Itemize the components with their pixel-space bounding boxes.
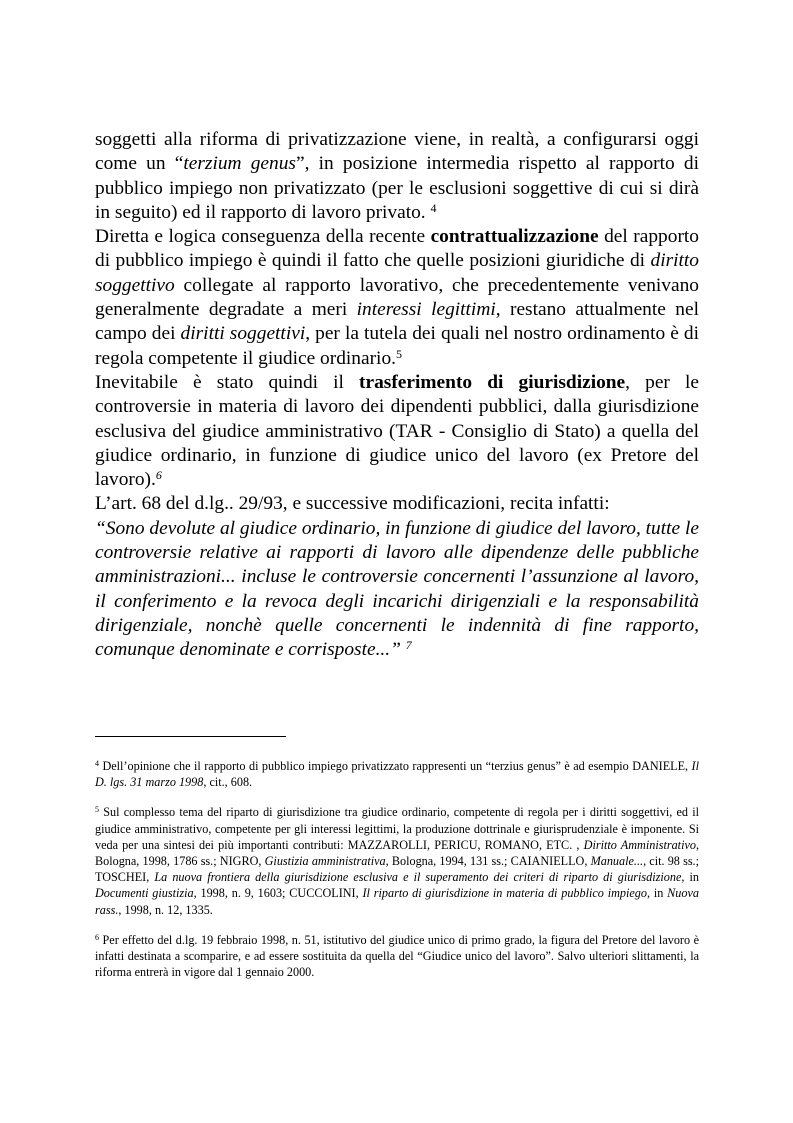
quote-art68: [95, 517, 699, 663]
text-run: Inevitabile è stato quindi il: [95, 371, 360, 393]
bold-term: trasferimento di giurisdizione: [359, 371, 626, 393]
bold-term: contrattualizzazione: [430, 226, 599, 248]
text-run: , 1998, n. 9, 1603; CUCCOLINI,: [193, 886, 363, 901]
paragraph-privatizzazione: [95, 128, 699, 225]
text-run: collegate al rapporto lavorativo, che precedentemente venivano generalmente degradate a meri: [95, 274, 699, 321]
italic-title: Il D. lgs. 31 marzo 1998: [95, 759, 699, 790]
text-run: , Bologna, 1994, 131 ss.; CAIANIELLO,: [385, 854, 591, 869]
italic-title: Il riparto di giurisdizione in materia di pubblico impiego: [362, 886, 647, 901]
footnote-number: 5: [95, 805, 99, 815]
text-run: Sul complesso tema del riparto di giurisdizione tra giudice ordinario, competente di regola per i diritti soggettivi, ed il giudice amministrativo, competente per gli interessi legittimi, la produzione dottrinale e giurisprudenziale è imponente. Si veda per una sintesi dei più importanti contributi: MAZZAROLLI, PERICU, ROMANO, ETC. ,: [95, 805, 699, 852]
italic-title: Nuova rass.: [95, 886, 699, 917]
footnote-4: [95, 758, 699, 790]
text-run: , cit., 608.: [203, 775, 253, 790]
italic-term: interessi legittimi: [356, 299, 496, 321]
footnote-separator: [95, 736, 286, 737]
text-run: , per le controversie in materia di lavoro dei dipendenti pubblici, dalla giurisdizione esclusiva del giudice amministrativo (TAR - Consiglio di Stato) a quella del giudice ordinario, in funzione di giudice unico del lavoro (ex Pretore del lavoro).: [95, 371, 699, 491]
text-run: , in: [681, 870, 699, 885]
footnote-ref-7[interactable]: 7: [405, 638, 412, 653]
footnote-ref-4[interactable]: 4: [430, 200, 437, 215]
footnote-5: [95, 804, 699, 917]
footnote-number: 4: [95, 759, 99, 768]
text-run: , restano attualmente nel campo dei: [95, 299, 699, 345]
text-run: soggetti alla riforma di privatizzazione viene, in realtà, a configurarsi oggi come un “: [95, 129, 699, 175]
italic-title: Manuale...: [590, 854, 644, 869]
paragraph-art68: L’art. 68 del d.lg.. 29/93, e successive modificazioni, recita infatti:: [95, 493, 610, 515]
italic-title: Giustizia amministrativa: [264, 854, 386, 869]
text-run: , in: [646, 886, 668, 901]
italic-title: Documenti giustizia: [95, 886, 194, 901]
italic-term: terzium genus: [183, 153, 296, 175]
footnotes: [95, 758, 699, 994]
text-run: Per effetto del d.lg. 19 febbraio 1998, n. 51, istitutivo del giudice unico di primo grado, la figura del Pretore del lavoro è infatti destinata a scomparire, e ad essere sostituita da quella del “Giudice unico del lavoro”. Salvo ulteriori slittamenti, la riforma entrerà in vigore dal 1 gennaio 2000.: [95, 932, 699, 980]
footnote-number: 6: [95, 932, 99, 942]
text-run: , 1998, n. 12, 1335.: [118, 902, 213, 917]
body-text: [95, 128, 699, 663]
text-run: del rapporto di pubblico impiego è quindi il fatto che quelle posizioni giuridiche di: [95, 226, 699, 272]
text-run: Diretta e logica conseguenza della recente: [95, 226, 431, 248]
footnote-ref-6[interactable]: 6: [155, 468, 162, 483]
italic-term: diritti soggettivi: [180, 323, 306, 345]
text-run: ”, in posizione intermedia rispetto al rapporto di pubblico impiego non privatizzato (per le esclusioni soggettive di cui si dirà in seguito) ed il rapporto di lavoro privato.: [95, 153, 699, 223]
paragraph-contrattualizzazione: [95, 225, 699, 371]
text-run: , per la tutela dei quali nel nostro ordinamento è di regola competente il giudice ordinario.: [95, 323, 700, 369]
text-run: , Bologna, 1998, 1786 ss.; NIGRO,: [95, 837, 700, 869]
italic-term: diritto soggettivo: [95, 250, 699, 296]
paragraph-trasferimento: [95, 371, 699, 492]
quote-text: “Sono devolute al giudice ordinario, in funzione di giudice del lavoro, tutte le controversie relative ai rapporti di lavoro alle dipendenze delle pubbliche amministrazioni... incluse le controversie concernenti l’assunzione al lavoro, il conferimento e la revoca degli incarichi dirigenziali e la responsabilità dirigenziale, nonchè quelle concernenti le indennità di fine rapporto, comunque denominate e corrisposte...”: [95, 517, 699, 661]
text-run: , cit. 98 ss.; TOSCHEI,: [95, 854, 699, 885]
italic-title: La nuova frontiera della giurisdizione esclusiva e il superamento dei criteri di riparto di giurisdizione: [154, 870, 682, 885]
italic-title: Diritto Amministrativo: [583, 837, 696, 852]
footnote-ref-5[interactable]: 5: [395, 346, 402, 361]
text-run: Dell’opinione che il rapporto di pubblico impiego privatizzato rappresenti un “terzius genus” è ad esempio DANIELE,: [99, 759, 692, 773]
footnote-6: [95, 932, 699, 981]
